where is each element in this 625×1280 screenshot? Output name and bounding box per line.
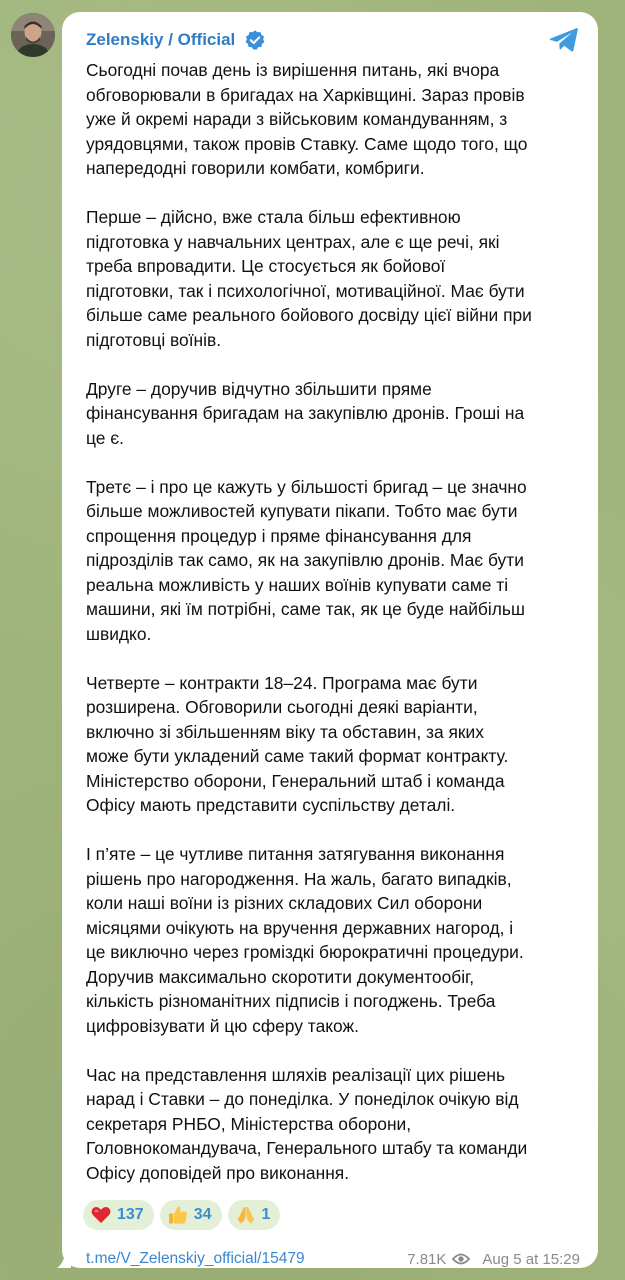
text-line: Перше – дійсно, вже стала більш ефективною [86,207,461,227]
text-line: Доручив максимально скоротити документообіг, [86,966,475,987]
text-line: це виключно через громіздкі бюрократичні процедури. [86,942,524,962]
channel-name[interactable]: Zelenskiy / Official [86,30,236,49]
text-line: уже й окремі наради з військовим командуванням, з [86,109,508,129]
text-line: Офісу мають представити суспільству деталі. [86,795,456,815]
text-line: включно зі збільшенням віку та обставин, за яких [86,721,484,742]
eye-icon [452,1252,470,1266]
text-line: напередодні говорили комбати, комбриги. [86,158,425,178]
message-bubble [62,12,598,1268]
text-line: Третє – і про це кажуть у більшості бригад – це значно [86,476,527,497]
reaction-heart[interactable] [83,1200,154,1230]
text-line: Головнокомандувача, Генерального штабу та команди [86,1138,528,1158]
message-timestamp: Aug 5 at 15:29 [482,1250,580,1268]
text-line: більше можливостей купувати пікапи. Тобто має бути [86,501,518,521]
text-line: Друге – доручив відчутно збільшити пряме [86,378,432,399]
text-line: урядовцями, також провів Ставку. Саме щодо того, що [86,133,528,154]
verified-badge-icon [244,29,266,51]
reaction-folded-hands[interactable] [228,1200,281,1230]
view-count: 7.81K [407,1250,447,1268]
message-paragraph-4 [86,475,586,647]
text-line: Час на представлення шляхів реалізації цих рішень [86,1064,506,1085]
text-line: підготовки, так і психологічної, мотиваційної. Має бути [86,280,525,301]
folded-hands-icon [236,1205,256,1225]
text-line: секретаря РНБО, Міністерства оборони, [86,1113,412,1134]
text-line: І п’яте – це чутливе питання затягування виконання [86,844,505,864]
text-line: коли наші воїни із різних складових Сил оборони [86,893,483,913]
text-line: може бути укладений саме такий формат контракту. [86,746,509,766]
text-line: нарад і Ставки – до понеділка. У понеділок очікую від [86,1089,519,1109]
message-paragraph-3 [86,377,586,451]
text-line: фінансування бригадам на закупівлю дронів. Гроші на [86,403,525,423]
message-header [86,28,266,52]
reaction-count: 34 [193,1206,212,1223]
text-line: кількість різноманітних підписів і погоджень. Треба [86,991,496,1011]
reaction-count: 1 [261,1206,271,1223]
reactions-bar [83,1200,280,1230]
message-paragraph-7 [86,1063,586,1186]
text-line: спрощення процедур і пряме фінансування для [86,525,472,546]
message-meta [407,1251,580,1268]
message-text [86,58,586,1185]
message-paragraph-2 [86,205,586,352]
text-line: місяцями очікують на вручення державних нагород, і [86,917,514,938]
text-line: підготовка у навчальних центрах, але є ще речі, які [86,231,500,252]
text-line: це є. [86,427,124,448]
text-line: Сьогодні почав день із вирішення питань, які вчора [86,60,500,80]
message-paragraph-1 [86,58,586,181]
text-line: швидко. [86,623,152,644]
post-link[interactable]: t.me/V_Zelenskiy_official/15479 [86,1250,305,1267]
message-paragraph-5 [86,671,586,818]
text-line: підрозділів так само, як на закупівлю дронів. Має бути [86,550,524,570]
reaction-thumbs-up[interactable] [160,1200,222,1230]
text-line: більше саме реального бойового досвіду цієї війни при [86,305,532,325]
reaction-count: 137 [117,1206,144,1223]
heart-icon [91,1205,111,1225]
text-line: цифровізувати й цю сферу також. [86,1015,359,1036]
message-paragraph-6 [86,842,586,1038]
channel-avatar[interactable] [11,13,55,57]
text-line: Міністерство оборони, Генеральний штаб і команда [86,770,505,791]
message-footer [86,1248,580,1270]
text-line: розширена. Обговорили сьогодні деякі варіанти, [86,697,478,717]
text-line: машини, які їм потрібні, саме так, як це буде найбільш [86,599,525,619]
text-line: Четверте – контракти 18–24. Програма має бути [86,672,478,693]
text-line: обговорювали в бригадах на Харківщині. Зараз провів [86,84,525,105]
text-line: реальна можливість у наших воїнів купувати саме ті [86,574,509,595]
text-line: рішень про нагородження. На жаль, багато випадків, [86,868,512,889]
text-line: треба впровадити. Це стосується як бойової [86,256,446,276]
thumbs-up-icon [168,1205,188,1225]
text-line: підготовці воїнів. [86,329,222,350]
share-icon[interactable] [548,26,580,54]
text-line: Офісу доповідей про виконання. [86,1162,350,1183]
